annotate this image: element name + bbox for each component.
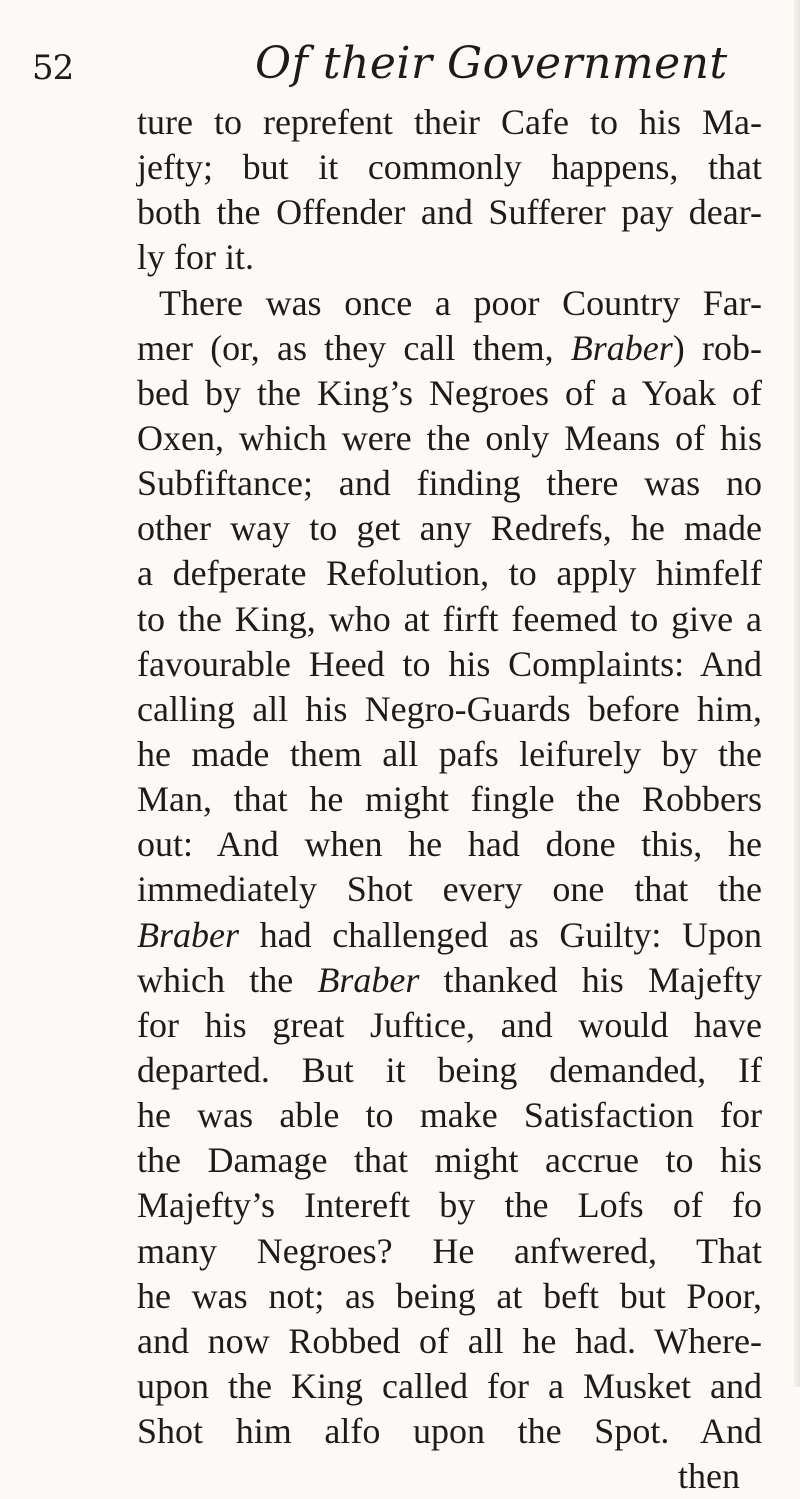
text-line: mer (or, as they call them, Braber) rob- (137, 327, 762, 368)
running-title: Of their Government (255, 38, 728, 89)
text-line: Braber had challenged as Guilty: Upon (137, 914, 762, 955)
text-line: immediately Shot every one that the (137, 869, 762, 910)
text-line: Oxen, which were the only Means of his (137, 417, 762, 458)
catchword: then (678, 1456, 740, 1497)
text-line: out: And when he had done this, he (137, 824, 762, 865)
text-line: he was able to make Satisfaction for (137, 1095, 762, 1136)
text-line: Subfiftance; and finding there was no (137, 463, 762, 504)
text-line: favourable Heed to his Complaints: And (137, 643, 762, 684)
text-line: many Negroes? He anfwered, That (137, 1230, 762, 1271)
text-line: other way to get any Redrefs, he made (137, 508, 762, 549)
text-line: departed. But it being demanded, If (137, 1049, 762, 1090)
text-line: Majefty’s Intereft by the Lofs of fo (137, 1185, 762, 1226)
text-line: jefty; but it commonly happens, that (137, 147, 762, 188)
text-line: Shot him alfo upon the Spot. And (137, 1411, 762, 1452)
page-edge (794, 0, 800, 1387)
text-line: he was not; as being at beft but Poor, (137, 1275, 762, 1316)
text-line: both the Offender and Sufferer pay dear- (137, 192, 762, 233)
page-number: 52 (32, 48, 74, 88)
text-line: calling all his Negro-Guards before him, (137, 688, 762, 729)
text-line: to the King, who at firft feemed to give a (137, 598, 762, 639)
text-line: bed by the King’s Negroes of a Yoak of (137, 372, 762, 413)
text-line: Man, that he might fingle the Robbers (137, 779, 762, 820)
text-line: a defperate Refolution, to apply himfelf (137, 553, 762, 594)
text-line: upon the King called for a Musket and (137, 1365, 762, 1406)
text-line: for his great Juftice, and would have (137, 1004, 762, 1045)
text-line: he made them all pafs leifurely by the (137, 733, 762, 774)
body-text (137, 100, 762, 1499)
text-line: the Damage that might accrue to his (137, 1140, 762, 1181)
text-line: ture to reprefent their Cafe to his Ma- (137, 102, 762, 142)
text-line: and now Robbed of all he had. Where- (137, 1320, 762, 1361)
paragraph-start-line: There was once a poor Country Far- (159, 282, 762, 323)
text-line: which the Braber thanked his Majefty (137, 959, 762, 1000)
text-line: ly for it. (137, 237, 254, 278)
